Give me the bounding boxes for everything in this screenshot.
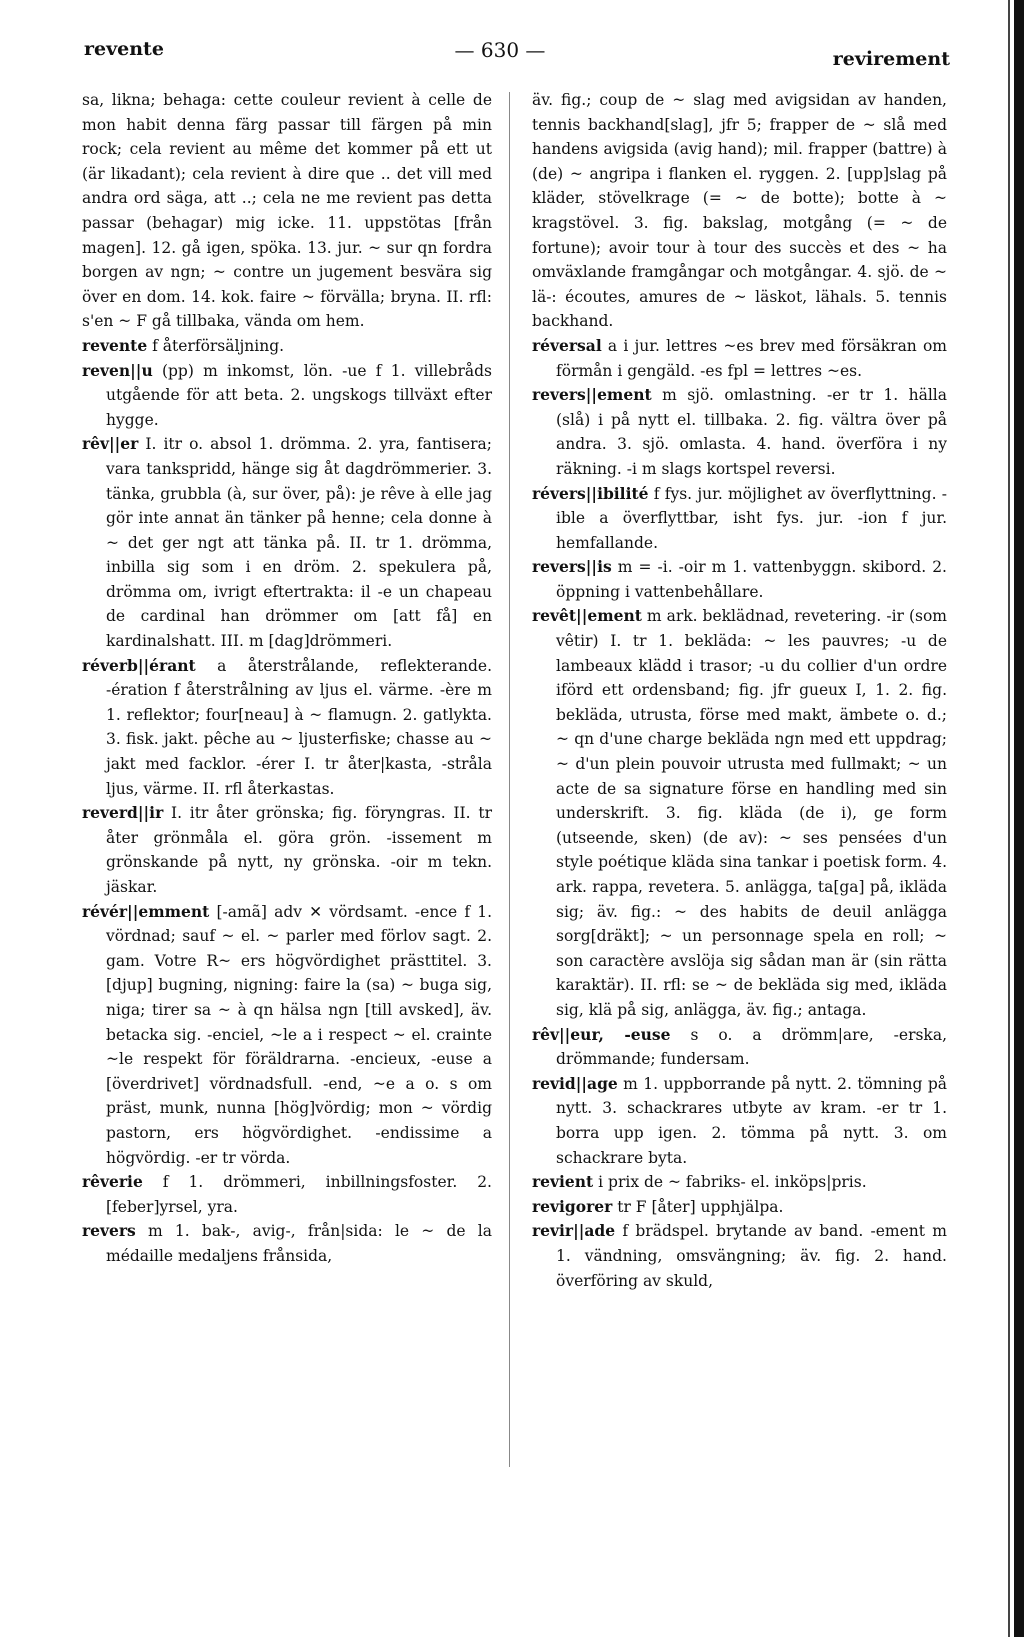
headword: revers||is: [532, 557, 612, 577]
dictionary-entry: [532, 1195, 947, 1220]
entry-text: tr F [åter] upphjälpa.: [612, 1197, 784, 1216]
headword: revir||ade: [532, 1221, 616, 1241]
dictionary-entry: [82, 334, 492, 359]
dictionary-entry: [532, 482, 947, 556]
entry-text: a återstrålande, reflekterande. -ération f återstrålning av ljus el. värme. -ère m 1. reflektor; four[neau] à ~ flamugn. 2. gatlykta. 3. fisk. jakt. pêche au ~ ljusterfiske; chasse au ~ jakt med facklor. -érer I. tr åter|kasta, -stråla ljus, värme. II. rfl återkastas.: [106, 656, 492, 798]
entry-continuation: [532, 88, 947, 334]
dictionary-entry: [82, 1219, 492, 1268]
headword: rêv||eur, -euse: [532, 1024, 671, 1044]
entry-text: m = -i. -oir m 1. vattenbyggn. skibord. 2. öppning i vattenbehållare.: [556, 558, 947, 601]
headword: revêt||ement: [532, 606, 642, 626]
entry-text: s o. a drömm|are, -erska, drömmande; fundersam.: [556, 1025, 947, 1069]
headword: revient: [532, 1172, 594, 1192]
entry-text: I. itr åter grönska; fig. föryngras. II. tr åter grönmåla el. göra grön. -issement m grönskande på nytt, ny grönska. -oir m tekn. jäskar.: [106, 804, 492, 896]
dictionary-entry: [532, 1170, 947, 1195]
page-number: — 630 —: [454, 38, 546, 62]
headword: rêverie: [82, 1172, 143, 1192]
dictionary-entry: [532, 1072, 947, 1170]
dictionary-entry: [82, 359, 492, 433]
dictionary-entry: [82, 1170, 492, 1219]
headword: reverd||ir: [82, 803, 164, 823]
headword: revigorer: [532, 1196, 613, 1216]
entry-text: sa, likna; behaga: cette couleur revient à celle de mon habit denna färg passar till färgen på min rock; cela revient au même det kommer på ett ut (är likadant); cela revient à dire que .. det vill med andra ord säga, att ..; cela ne me revient pas detta passar (behagar) mig icke. 11. uppstötas [från magen]. 12. gå igen, spöka. 13. jur. ~ sur qn fordra borgen av ngn; ~ contre un jugement besvära sig över en dom. 14. kok. faire ~ förvälla; bryna. II. rfl: s'en ~ F gå tillbaka, vända om hem.: [82, 91, 492, 331]
headword: revente: [82, 335, 148, 355]
left-column: [82, 88, 492, 1269]
entry-text: I. itr o. absol 1. drömma. 2. yra, fantisera; vara tankspridd, hänge sig åt dagdrömmerier. 3. tänka, grubbla (à, sur över, på): je rêve à elle jag gör inte annat än tänker på henne; cela donne à ~ det ger ngt att tänka på. II. tr 1. drömma, inbilla sig som i en dröm. 2. spekulera på, drömma om, ivrigt eftertrakta: il -e un chapeau de cardinal han drömmer om [att få] en kardinalshatt. III. m [dag]drömmeri.: [106, 435, 492, 651]
dictionary-entry: [532, 555, 947, 604]
page-edge-line: [1008, 0, 1010, 1637]
dictionary-entry: [82, 900, 492, 1171]
entry-continuation: [82, 88, 492, 334]
headword: révers||ibilité: [532, 483, 649, 503]
entry-text: m ark. beklädnad, revetering. -ir (som vêtir) I. tr 1. bekläda: ~ les pauvres; -u de lambeaux klädd i trasor; -u du collier d'un ordre iförd ett ordensband; fig. jfr gueux I, 1. 2. fig. bekläda, utrusta, förse med makt, ämbete o. d.; ~ qn d'une charge bekläda ngn med ett uppdrag; ~ d'un plein pouvoir utrusta med fullmakt; ~ un acte de sa signature förse en handling med sin underskrift. 3. fig. kläda (de i), ge form (utseende, sken) (de av): ~ ses pensées d'un style poétique kläda sina tankar i poetisk form. 4. ark. rappa, revetera. 5. anlägga, ta[ga] på, ikläda sig; äv. fig.: ~ des habits de deuil anlägga sorg[dräkt]; ~ un personnage spela en roll; ~ son caractère avslöja sig sådan man är (sin rätta karaktär). II. rfl: se ~ de bekläda sig med, ikläda sig, klä på sig, anlägga, äv. fig.; antaga.: [556, 607, 947, 1019]
entry-text: f återförsäljning.: [147, 336, 285, 355]
dictionary-entry: [532, 604, 947, 1022]
dictionary-entry: [532, 334, 947, 383]
dictionary-entry: [532, 1219, 947, 1293]
page-edge: [1014, 0, 1024, 1637]
entry-text: f fys. jur. möjlighet av överflyttning. -ible a överflyttbar, isht fys. jur. -ion f jur. hemfallande.: [556, 484, 947, 552]
entry-text: m 1. uppborrande på nytt. 2. tömning på nytt. 3. schackrares utbyte av kram. -er tr 1. borra upp igen. 2. tömma på nytt. 3. om schackrare byta.: [556, 1074, 947, 1167]
entry-text: äv. fig.; coup de ~ slag med avigsidan av handen, tennis backhand[slag], jfr 5; frapper de ~ slå med handens avigsida (avig hand); mil. frapper (battre) à (de) ~ angripa i flanken el. ryggen. 2. [upp]slag på kläder, stövelkrage (= ~ de botte); botte à ~ kragstövel. 3. fig. bakslag, motgång (= ~ de fortune); avoir tour à tour des succès et des ~ ha omväxlande framgångar och motgångar. 4. sjö. de ~ lä-: écoutes, amures de ~ läskot, lähals. 5. tennis backhand.: [532, 91, 947, 331]
entry-text: m sjö. omlastning. -er tr 1. hälla (slå) i på nytt el. tillbaka. 2. fig. vältra över på andra. 3. sjö. omlasta. 4. hand. överföra i ny räkning. -i m slags kortspel reversi.: [556, 386, 947, 478]
headword: réverb||érant: [82, 655, 196, 675]
dictionary-entry: [82, 432, 492, 653]
column-divider: [509, 92, 510, 1467]
headword: reven||u: [82, 360, 153, 380]
entry-text: f 1. drömmeri, inbillningsfoster. 2. [feber]yrsel, yra.: [106, 1173, 492, 1216]
headword: révér||emment: [82, 901, 210, 921]
dictionary-entry: [82, 801, 492, 899]
entry-text: a i jur. lettres ~es brev med försäkran om förmån i gengäld. -es fpl = lettres ~es.: [556, 336, 947, 380]
entry-text: f brädspel. brytande av band. -ement m 1. vändning, omsvängning; äv. fig. 2. hand. överföring av skuld,: [556, 1222, 947, 1290]
entry-text: (pp) m inkomst, lön. -ue f 1. villebråds utgående för att beta. 2. ungskogs tillväxt efter hygge.: [106, 361, 492, 429]
entry-text: i prix de ~ fabriks- el. inköps|pris.: [593, 1173, 867, 1192]
headword: revid||age: [532, 1073, 618, 1093]
headword: revers: [82, 1221, 136, 1241]
entry-text: m 1. bak-, avig-, från|sida: le ~ de la médaille medaljens frånsida,: [106, 1222, 492, 1265]
dictionary-entry: [82, 654, 492, 802]
right-column: [532, 88, 947, 1293]
headword: revers||ement: [532, 385, 652, 405]
headword: réversal: [532, 335, 602, 355]
headword: rêv||er: [82, 434, 139, 454]
dictionary-entry: [532, 1023, 947, 1072]
dictionary-entry: [532, 383, 947, 481]
entry-text: [-amã] adv ✕ vördsamt. -ence f 1. vördnad; sauf ~ el. ~ parler med förlov sagt. 2. gam. Votre R~ ers högvördighet prästtitel. 3. [djup] bugning, nigning: faire la (sa) ~ buga sig, niga; tirer sa ~ à qn hälsa ngn [till avsked], äv. betacka sig. -enciel, ~le a i respect ~ el. crainte ~le respekt för föräldrarna. -encieux, -euse a [överdrivet] vördnadsfull. -end, ~e a o. s om präst, munk, nunna [hög]vördig; mon ~ vördig pastorn, ers högvördighet. -endissime a högvördig. -er tr vörda.: [106, 902, 492, 1167]
header-right-guide-word: revirement: [832, 48, 950, 70]
header-left-guide-word: revente: [84, 38, 164, 60]
